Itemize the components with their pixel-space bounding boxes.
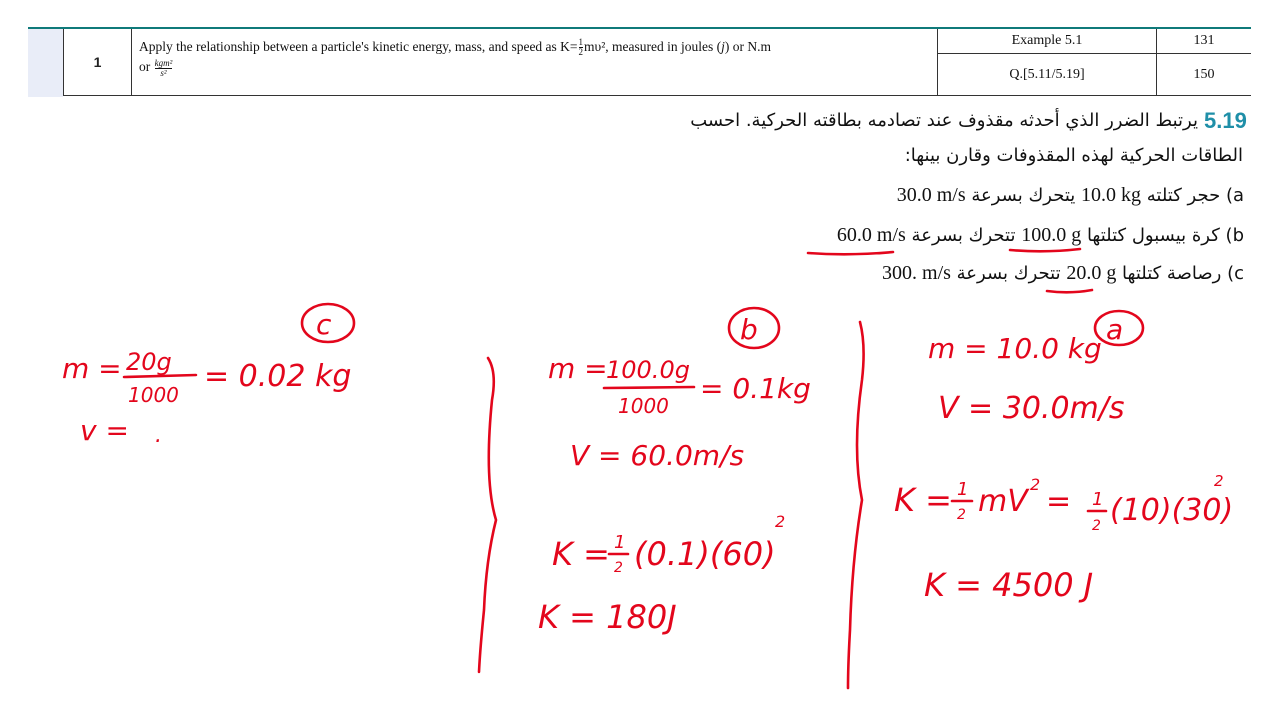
option-mass: 20.0 g — [1066, 262, 1117, 284]
fraction-denominator: 2 — [578, 47, 584, 58]
c-mass-denominator: 1000 — [128, 383, 179, 407]
a-k-equals: = — [1046, 484, 1072, 519]
b-mass-lhs: m = — [548, 352, 608, 385]
option-text: رصاصة كتلتها — [1116, 263, 1222, 284]
b-fraction-bar — [604, 387, 694, 388]
objective-part: ) or N.m — [724, 39, 772, 54]
a-k-mid-exponent: 2 — [1030, 475, 1041, 494]
ref-page-cell: 150 — [1193, 66, 1215, 82]
column-divider-right — [848, 322, 864, 688]
objective-part: or — [139, 59, 154, 75]
a-k-half-denominator: 2 — [957, 507, 966, 523]
option-text: تتحرك بسرعة — [905, 225, 1022, 246]
fraction-denominator: s² — [160, 67, 167, 78]
b-mass-result: = 0.1kg — [700, 372, 811, 405]
part-c-label: c — [316, 308, 332, 341]
underline-b-mass — [1010, 249, 1080, 251]
part-a-label: a — [1106, 313, 1124, 346]
b-mass-numerator: 100.0g — [606, 356, 690, 384]
option-text: كرة بيسبول كتلتها — [1081, 225, 1220, 246]
a-k-exponent: 2 — [1214, 472, 1224, 490]
a-k-mid: mV — [978, 484, 1028, 519]
ref-label-cell: Q.[5.11/5.19] — [1009, 66, 1085, 82]
option-text: يتحرك بسرعة — [965, 185, 1082, 206]
a-k-lhs: K = — [894, 481, 952, 519]
fraction-numerator: kgm² — [154, 57, 173, 68]
part-b-label: b — [740, 313, 758, 346]
b-k-result: K = 180J — [538, 598, 677, 636]
question-number: 5.19 — [1204, 108, 1247, 133]
b-k-half-numerator: 1 — [614, 532, 626, 553]
option-mass: 10.0 kg — [1081, 184, 1142, 206]
fraction-numerator: 1 — [578, 37, 584, 48]
option-letter: b) — [1225, 225, 1244, 246]
b-k-expression: (0.1)(60) — [634, 535, 776, 573]
c-mass-lhs: m = — [62, 352, 122, 385]
a-k-result: K = 4500 J — [924, 566, 1094, 604]
b-k-exponent: 2 — [775, 512, 786, 531]
joule-symbol: j — [721, 39, 725, 54]
b-k-half-denominator: 2 — [614, 560, 623, 576]
question-line-2: الطاقات الحركية لهذه المقذوفات وقارن بينها: — [904, 145, 1243, 166]
b-velocity: V = 60.0m/s — [570, 439, 745, 472]
c-dot: . — [155, 423, 162, 448]
a-k-half-numerator: 1 — [957, 479, 969, 500]
b-mass-denominator: 1000 — [618, 394, 669, 418]
c-velocity: v = — [80, 414, 129, 447]
objective-part: Apply the relationship between a particle's kinetic energy, mass, and speed as K= — [139, 39, 578, 54]
option-letter: a) — [1225, 185, 1244, 206]
option-speed: 30.0 m/s — [896, 184, 966, 206]
a-k-expression: (10)(30) — [1110, 493, 1234, 528]
a-k-half2-numerator: 1 — [1092, 489, 1104, 510]
column-divider-left — [479, 358, 496, 672]
row-number: 1 — [93, 54, 102, 70]
ref-page-cell: 131 — [1193, 33, 1215, 48]
underline-b-speed — [808, 252, 893, 254]
question-line-1: يرتبط الضرر الذي أحدثه مقذوف عند تصادمه بطاقته الحركية. احسب — [690, 110, 1198, 131]
a-velocity: V = 30.0m/s — [938, 391, 1125, 426]
option-text: حجر كتلته — [1141, 185, 1221, 206]
c-mass-numerator: 20g — [126, 348, 172, 376]
ref-label-cell: Example 5.1 — [1011, 33, 1083, 48]
c-mass-result: = 0.02 kg — [204, 359, 352, 394]
option-speed: 300. m/s — [882, 262, 951, 284]
underline-c-mass — [1047, 290, 1092, 292]
b-k-lhs: K = — [552, 535, 610, 573]
option-speed: 60.0 m/s — [836, 224, 906, 246]
objective-part: mυ², measured in joules ( — [584, 39, 722, 54]
a-mass: m = 10.0 kg — [928, 332, 1102, 365]
option-mass: 100.0 g — [1021, 224, 1082, 246]
a-k-half2-denominator: 2 — [1092, 518, 1101, 534]
option-letter: c) — [1227, 263, 1244, 284]
option-text: تتحرك بسرعة — [950, 263, 1067, 284]
